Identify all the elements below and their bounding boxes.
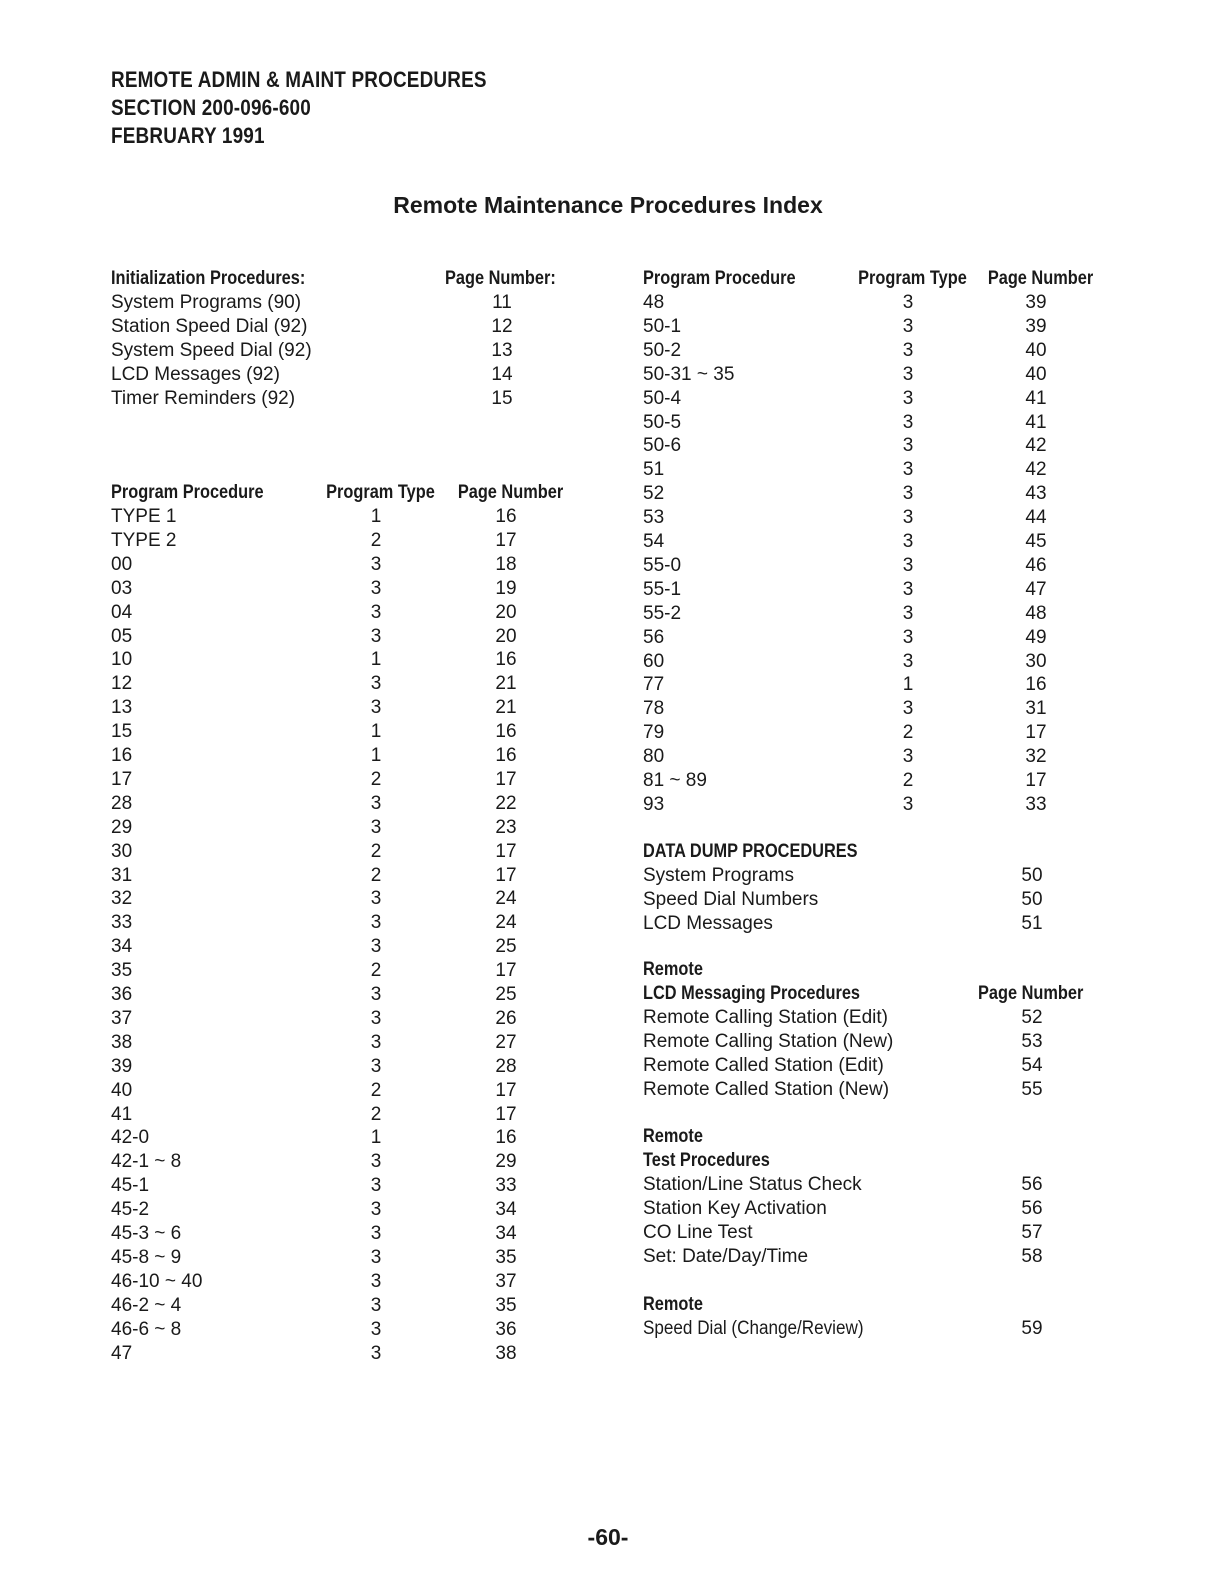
right-type-cell: 2	[902, 770, 914, 791]
left-page-cell: 20	[495, 601, 517, 623]
test-item-name: Station Key Activation	[643, 1197, 827, 1219]
left-procedure-cell: 15	[111, 721, 133, 743]
right-page-cell: 48	[1025, 602, 1047, 624]
left-procedure-cell: 46-10 ~ 40	[111, 1270, 203, 1292]
left-procedure-cell: 47	[111, 1342, 133, 1364]
left-type-cell: 3	[370, 888, 382, 910]
right-col-procedure-header: Program Procedure	[643, 268, 796, 289]
test-item-name: Set: Date/Day/Time	[643, 1245, 809, 1267]
right-type-cell: 3	[902, 292, 914, 313]
left-type-cell: 2	[370, 840, 382, 862]
left-type-cell: 3	[370, 577, 382, 599]
speed-dial-item-page: 59	[1021, 1318, 1043, 1339]
right-type-cell: 3	[902, 315, 914, 337]
left-type-cell: 3	[370, 912, 382, 934]
right-type-cell: 3	[902, 507, 914, 529]
init-item-page: 12	[491, 315, 513, 337]
right-procedure-cell: 50-31 ~ 35	[643, 363, 735, 385]
right-page-cell: 40	[1025, 339, 1047, 361]
data-dump-heading: DATA DUMP PROCEDURES	[643, 841, 858, 862]
left-page-cell: 27	[495, 1031, 517, 1053]
left-page-cell: 17	[495, 1103, 517, 1125]
right-page-cell: 49	[1025, 626, 1047, 648]
left-procedure-cell: TYPE 2	[111, 529, 177, 551]
left-procedure-cell: 45-1	[111, 1175, 150, 1197]
right-procedure-cell: 78	[643, 698, 665, 720]
lcd-item-page: 55	[1021, 1078, 1043, 1100]
left-type-cell: 1	[370, 721, 382, 743]
data-dump-item-page: 50	[1021, 888, 1043, 910]
left-procedure-cell: 36	[111, 984, 133, 1005]
header-line-3: FEBRUARY 1991	[111, 123, 265, 148]
left-type-cell: 3	[370, 1031, 382, 1053]
left-type-cell: 2	[370, 960, 382, 982]
right-type-cell: 3	[902, 650, 914, 672]
right-page-cell: 32	[1025, 746, 1047, 768]
init-item-name: System Programs (90)	[111, 292, 302, 313]
test-item-page: 56	[1021, 1174, 1043, 1195]
lcd-item-page: 52	[1021, 1007, 1043, 1028]
right-procedure-cell: 55-1	[643, 578, 682, 600]
init-item-name: Timer Reminders (92)	[111, 387, 296, 409]
left-page-cell: 17	[495, 768, 517, 790]
right-type-cell: 3	[902, 483, 914, 505]
right-page-cell: 45	[1025, 531, 1047, 552]
right-type-cell: 3	[902, 578, 914, 600]
right-page-cell: 39	[1025, 315, 1047, 337]
left-page-cell: 35	[495, 1246, 517, 1268]
right-procedure-cell: 52	[643, 483, 665, 505]
left-page-cell: 28	[495, 1055, 517, 1077]
header-line-1: REMOTE ADMIN & MAINT PROCEDURES	[111, 67, 487, 92]
left-procedure-cell: 13	[111, 697, 133, 719]
left-procedure-cell: 42-1 ~ 8	[111, 1151, 182, 1173]
left-page-cell: 34	[495, 1199, 517, 1221]
lcd-item-name: Remote Called Station (Edit)	[643, 1054, 884, 1076]
left-page-cell: 38	[495, 1342, 517, 1364]
left-type-cell: 3	[370, 1270, 382, 1292]
left-page-cell: 20	[495, 625, 517, 647]
left-procedure-cell: 10	[111, 649, 133, 671]
lcd-item-page: 54	[1021, 1054, 1043, 1076]
left-procedure-cell: 45-3 ~ 6	[111, 1223, 182, 1244]
left-type-cell: 3	[370, 553, 382, 575]
lcd-item-name: Remote Calling Station (Edit)	[643, 1007, 888, 1028]
right-col-type-header: Program Type	[858, 268, 967, 289]
lcd-heading: LCD Messaging Procedures	[643, 983, 861, 1004]
right-procedure-cell: 55-0	[643, 554, 682, 576]
left-page-cell: 24	[495, 888, 517, 910]
test-item-page: 58	[1021, 1245, 1043, 1267]
lcd-heading-remote: Remote	[643, 959, 703, 980]
left-page-cell: 19	[495, 577, 517, 599]
left-page-cell: 17	[495, 840, 517, 862]
init-heading: Initialization Procedures:	[111, 268, 306, 289]
left-procedure-cell: 28	[111, 792, 133, 814]
left-page-cell: 37	[495, 1270, 517, 1292]
data-dump-item-page: 51	[1021, 912, 1043, 934]
init-item-page: 15	[491, 387, 513, 409]
left-procedure-cell: 03	[111, 577, 133, 599]
right-page-cell: 39	[1025, 292, 1047, 313]
left-page-cell: 35	[495, 1294, 517, 1316]
right-page-cell: 47	[1025, 578, 1047, 600]
left-procedure-cell: 31	[111, 864, 133, 886]
left-page-cell: 18	[495, 553, 517, 575]
left-page-cell: 21	[495, 673, 517, 695]
right-page-cell: 30	[1025, 650, 1047, 672]
right-type-cell: 3	[902, 698, 914, 720]
right-page-cell: 46	[1025, 554, 1047, 576]
left-procedure-cell: 35	[111, 960, 133, 982]
right-procedure-cell: 93	[643, 793, 665, 815]
left-page-cell: 25	[495, 984, 517, 1005]
left-procedure-cell: 46-2 ~ 4	[111, 1294, 182, 1316]
lcd-item-page: 53	[1021, 1030, 1043, 1052]
right-page-cell: 44	[1025, 507, 1047, 529]
init-item-name: LCD Messages (92)	[111, 363, 280, 385]
right-page-cell: 33	[1025, 793, 1047, 815]
test-heading: Test Procedures	[643, 1150, 770, 1171]
right-procedure-cell: 50-6	[643, 435, 682, 457]
left-page-cell: 17	[495, 529, 517, 551]
right-page-cell: 42	[1025, 459, 1047, 481]
right-type-cell: 3	[902, 554, 914, 576]
left-procedure-cell: 00	[111, 553, 133, 575]
left-type-cell: 3	[370, 1199, 382, 1221]
right-type-cell: 1	[902, 674, 914, 696]
left-procedure-cell: 37	[111, 1007, 133, 1029]
right-procedure-cell: 50-4	[643, 387, 682, 409]
left-page-cell: 26	[495, 1007, 517, 1029]
left-procedure-cell: 40	[111, 1079, 133, 1101]
right-page-cell: 31	[1025, 698, 1047, 720]
left-type-cell: 3	[370, 984, 382, 1005]
right-procedure-cell: 54	[643, 531, 665, 552]
left-type-cell: 1	[370, 1127, 382, 1149]
right-procedure-cell: 79	[643, 722, 665, 744]
right-procedure-cell: 80	[643, 746, 665, 768]
left-procedure-cell: 17	[111, 768, 133, 790]
right-type-cell: 3	[902, 435, 914, 457]
data-dump-item-name: Speed Dial Numbers	[643, 888, 819, 910]
left-procedure-cell: 05	[111, 625, 133, 647]
init-page-heading: Page Number:	[445, 268, 556, 289]
test-item-page: 57	[1021, 1221, 1043, 1243]
left-col-procedure-header: Program Procedure	[111, 482, 264, 503]
left-procedure-cell: 42-0	[111, 1127, 150, 1149]
document-header	[111, 66, 487, 150]
left-col-page-header: Page Number	[457, 482, 564, 503]
header-line-2: SECTION 200-096-600	[111, 95, 311, 120]
left-procedure-cell: 04	[111, 601, 133, 623]
test-item-name: Station/Line Status Check	[643, 1174, 862, 1195]
right-procedure-cell: 81 ~ 89	[643, 770, 707, 791]
left-page-cell: 16	[495, 745, 517, 766]
left-page-cell: 33	[495, 1175, 517, 1197]
right-procedure-cell: 56	[643, 626, 665, 648]
left-procedure-cell: 12	[111, 673, 133, 695]
right-type-cell: 3	[902, 387, 914, 409]
test-heading-remote: Remote	[643, 1126, 703, 1147]
left-type-cell: 3	[370, 1342, 382, 1364]
left-type-cell: 3	[370, 816, 382, 838]
left-type-cell: 3	[370, 1246, 382, 1268]
left-type-cell: 3	[370, 1294, 382, 1316]
left-type-cell: 3	[370, 1175, 382, 1197]
right-page-cell: 41	[1025, 387, 1047, 409]
right-page-cell: 17	[1025, 770, 1047, 791]
left-type-cell: 2	[370, 768, 382, 790]
right-procedure-cell: 50-2	[643, 339, 682, 361]
left-procedure-cell: 38	[111, 1031, 133, 1053]
left-type-cell: 2	[370, 1079, 382, 1101]
right-page-cell: 40	[1025, 363, 1047, 385]
left-page-cell: 16	[495, 721, 517, 743]
init-item-page: 13	[491, 339, 513, 361]
left-procedure-cell: 45-2	[111, 1199, 150, 1221]
left-type-cell: 3	[370, 1318, 382, 1340]
right-procedure-cell: 60	[643, 650, 665, 672]
left-procedure-cell: 39	[111, 1055, 133, 1077]
right-procedure-cell: 51	[643, 459, 665, 481]
right-type-cell: 3	[902, 746, 914, 768]
left-procedure-cell: 45-8 ~ 9	[111, 1246, 182, 1268]
left-page-cell: 17	[495, 864, 517, 886]
left-type-cell: 3	[370, 673, 382, 695]
right-procedure-cell: 48	[643, 292, 665, 313]
left-type-cell: 1	[370, 649, 382, 671]
left-type-cell: 2	[370, 864, 382, 886]
data-dump-item-name: LCD Messages	[643, 912, 773, 934]
left-type-cell: 1	[370, 745, 382, 766]
left-procedure-cell: 34	[111, 936, 133, 958]
right-type-cell: 2	[902, 722, 914, 744]
speed-dial-heading-remote: Remote	[643, 1294, 703, 1315]
left-type-cell: 3	[370, 1151, 382, 1173]
right-page-cell: 41	[1025, 411, 1047, 433]
left-type-cell: 3	[370, 1223, 382, 1244]
left-procedure-cell: 33	[111, 912, 133, 934]
left-page-cell: 17	[495, 960, 517, 982]
lcd-item-name: Remote Called Station (New)	[643, 1078, 890, 1100]
right-type-cell: 3	[902, 602, 914, 624]
left-type-cell: 3	[370, 697, 382, 719]
left-page-cell: 24	[495, 912, 517, 934]
left-type-cell: 3	[370, 601, 382, 623]
init-item-page: 14	[491, 363, 513, 385]
left-procedure-cell: 16	[111, 745, 133, 766]
left-col-type-header: Program Type	[326, 482, 435, 503]
right-procedure-cell: 50-1	[643, 315, 682, 337]
right-page-cell: 42	[1025, 435, 1047, 457]
left-page-cell: 25	[495, 936, 517, 958]
left-page-cell: 16	[495, 649, 517, 671]
left-page-cell: 34	[495, 1223, 517, 1244]
right-type-cell: 3	[902, 793, 914, 815]
right-type-cell: 3	[902, 411, 914, 433]
left-type-cell: 2	[370, 529, 382, 551]
speed-dial-item-name: Speed Dial (Change/Review)	[643, 1318, 864, 1339]
left-procedure-cell: 29	[111, 816, 133, 838]
right-procedure-cell: 53	[643, 507, 665, 529]
test-item-name: CO Line Test	[643, 1221, 753, 1243]
right-procedure-cell: 50-5	[643, 411, 682, 433]
right-page-cell: 16	[1025, 674, 1047, 696]
left-page-cell: 29	[495, 1151, 517, 1173]
init-item-name: System Speed Dial (92)	[111, 339, 312, 361]
lcd-page-heading: Page Number	[978, 983, 1084, 1004]
left-type-cell: 1	[370, 506, 382, 527]
left-type-cell: 3	[370, 1007, 382, 1029]
left-type-cell: 3	[370, 625, 382, 647]
right-type-cell: 3	[902, 626, 914, 648]
left-type-cell: 3	[370, 792, 382, 814]
right-page-cell: 43	[1025, 483, 1047, 505]
page-number-footer: -60-	[587, 1524, 629, 1550]
init-item-page: 11	[492, 292, 512, 313]
data-dump-item-page: 50	[1021, 865, 1043, 886]
left-type-cell: 3	[370, 936, 382, 958]
data-dump-item-name: System Programs	[643, 865, 794, 886]
left-page-cell: 16	[495, 506, 517, 527]
left-page-cell: 16	[495, 1127, 517, 1149]
left-procedure-cell: 41	[111, 1103, 133, 1125]
left-page-cell: 36	[495, 1318, 517, 1340]
right-page-cell: 17	[1025, 722, 1047, 744]
right-procedure-cell: 55-2	[643, 602, 682, 624]
right-type-cell: 3	[902, 459, 914, 481]
right-type-cell: 3	[902, 531, 914, 552]
right-procedure-cell: 77	[643, 674, 665, 696]
lcd-item-name: Remote Calling Station (New)	[643, 1030, 894, 1052]
left-procedure-cell: TYPE 1	[111, 506, 177, 527]
test-item-page: 56	[1021, 1197, 1043, 1219]
left-procedure-cell: 32	[111, 888, 133, 910]
left-page-cell: 23	[495, 816, 517, 838]
left-procedure-cell: 46-6 ~ 8	[111, 1318, 182, 1340]
init-item-name: Station Speed Dial (92)	[111, 315, 308, 337]
left-page-cell: 21	[495, 697, 517, 719]
left-page-cell: 17	[495, 1079, 517, 1101]
left-procedure-cell: 30	[111, 840, 133, 862]
left-page-cell: 22	[495, 792, 517, 814]
right-col-page-header: Page Number	[987, 268, 1094, 289]
right-type-cell: 3	[902, 339, 914, 361]
left-type-cell: 2	[370, 1103, 382, 1125]
right-type-cell: 3	[902, 363, 914, 385]
left-type-cell: 3	[370, 1055, 382, 1077]
page-title: Remote Maintenance Procedures Index	[393, 192, 823, 218]
